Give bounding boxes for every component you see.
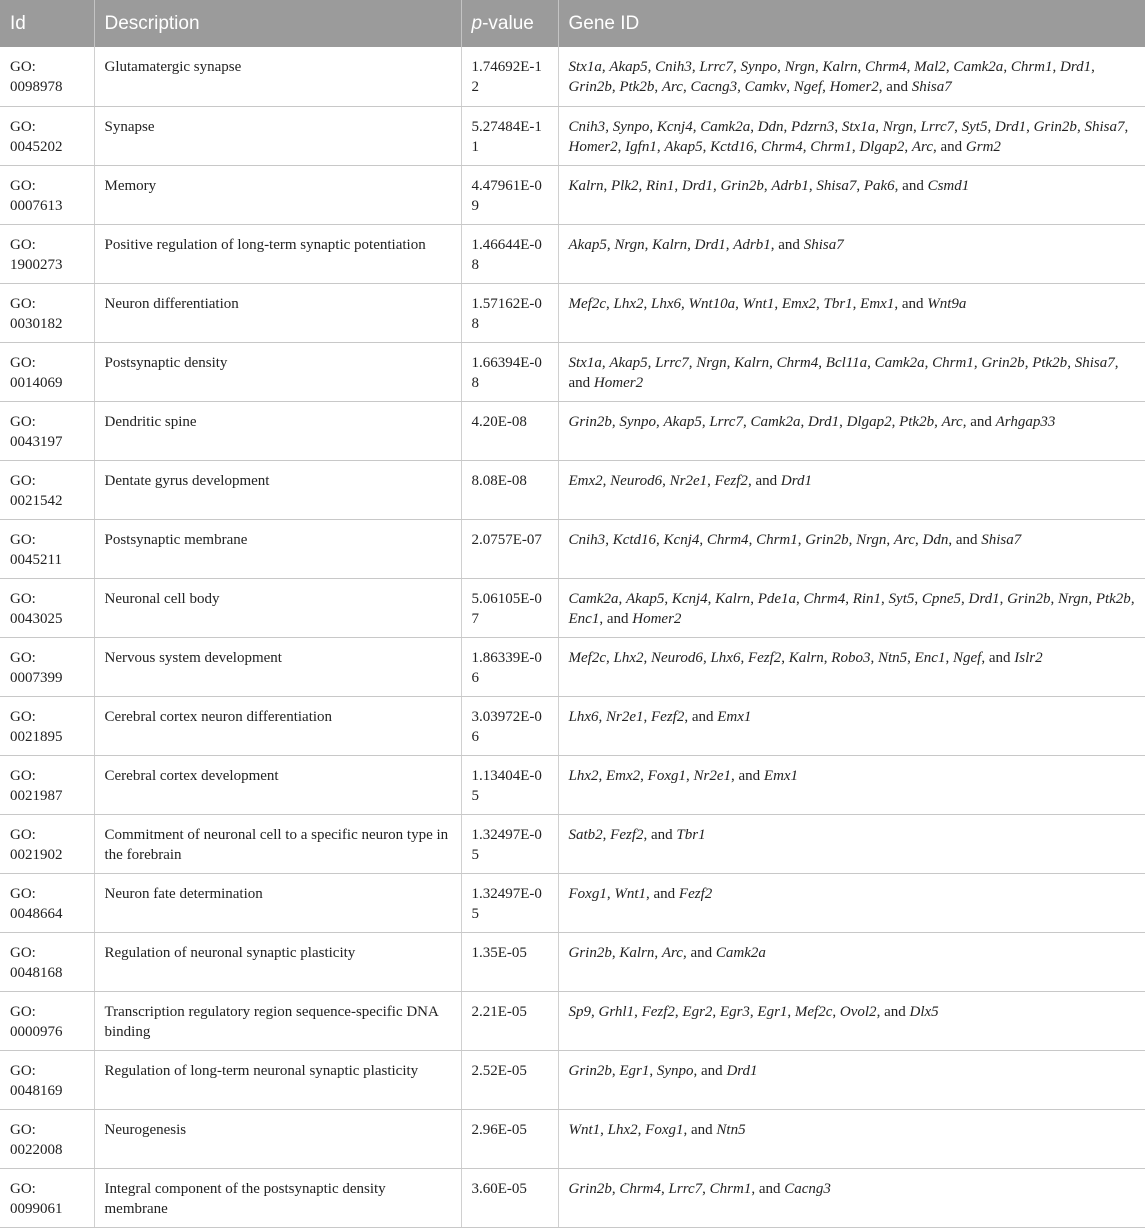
- gene-name: Lrrc7: [655, 354, 689, 371]
- cell-gene-ids: Foxg1, Wnt1, and Fezf2: [558, 873, 1145, 932]
- gene-name: Cacng3: [784, 1180, 831, 1197]
- gene-name: Igfn1: [625, 138, 657, 155]
- cell-pvalue: 5.06105E-07: [461, 578, 558, 637]
- cell-description: Regulation of long-term neuronal synaptic plasticity: [94, 1050, 461, 1109]
- gene-name: Nrgn: [696, 354, 727, 371]
- cell-description: Regulation of neuronal synaptic plasticity: [94, 932, 461, 991]
- cell-gene-ids: Grin2b, Kalrn, Arc, and Camk2a: [558, 932, 1145, 991]
- gene-name: Camk2a: [750, 413, 801, 430]
- gene-name: Pde1a: [757, 590, 797, 607]
- cell-pvalue: 5.27484E-11: [461, 106, 558, 165]
- gene-name: Kalrn: [652, 236, 688, 253]
- gene-name: Kalrn: [715, 590, 751, 607]
- gene-name: Ptk2b: [1032, 354, 1068, 371]
- cell-pvalue: 2.52E-05: [461, 1050, 558, 1109]
- gene-name: Synpo: [656, 1062, 694, 1079]
- table-row: [0, 991, 1145, 1050]
- gene-name: Pak6: [863, 177, 895, 194]
- gene-name: Fezf2: [641, 1003, 675, 1020]
- gene-name: Emx1: [860, 295, 895, 312]
- gene-name: Kalrn: [734, 354, 770, 371]
- cell-go-id: GO: 0021902: [0, 814, 94, 873]
- table-row: [0, 932, 1145, 991]
- gene-name: Kalrn: [788, 649, 824, 666]
- gene-name: Csmd1: [927, 177, 970, 194]
- cell-go-id: GO: 0045202: [0, 106, 94, 165]
- gene-name: Sp9: [568, 1003, 591, 1020]
- gene-name: Camk2a: [874, 354, 925, 371]
- gene-name: Rin1: [646, 177, 675, 194]
- cell-pvalue: 1.57162E-08: [461, 283, 558, 342]
- cell-gene-ids: Camk2a, Akap5, Kcnj4, Kalrn, Pde1a, Chrm4, Rin1, Syt5, Cpne5, Drd1, Grin2b, Nrgn, Ptk2b, Enc1, and Homer2: [558, 578, 1145, 637]
- cell-description: Synapse: [94, 106, 461, 165]
- gene-name: Egr1: [619, 1062, 650, 1079]
- gene-name: Wnt9a: [927, 295, 967, 312]
- gene-name: Fezf2: [610, 826, 644, 843]
- gene-name: Mal2: [914, 59, 946, 75]
- gene-name: Lhx2: [613, 649, 644, 666]
- gene-name: Kcnj4: [656, 118, 693, 135]
- gene-name: Cpne5: [921, 590, 962, 607]
- cell-go-id: GO: 0007399: [0, 637, 94, 696]
- cell-gene-ids: Emx2, Neurod6, Nr2e1, Fezf2, and Drd1: [558, 460, 1145, 519]
- gene-name: Dlgap2: [859, 138, 905, 155]
- cell-gene-ids: Sp9, Grhl1, Fezf2, Egr2, Egr3, Egr1, Mef2c, Ovol2, and Dlx5: [558, 991, 1145, 1050]
- gene-name: Wnt1: [568, 1121, 601, 1138]
- gene-name: Arc: [661, 79, 683, 95]
- cell-pvalue: 1.46644E-08: [461, 224, 558, 283]
- cell-description: Neurogenesis: [94, 1109, 461, 1168]
- cell-pvalue: 3.03972E-06: [461, 696, 558, 755]
- gene-name: Lrrc7: [920, 118, 955, 135]
- cell-go-id: GO: 0022008: [0, 1109, 94, 1168]
- gene-name: Grhl1: [598, 1003, 635, 1020]
- cell-pvalue: 8.08E-08: [461, 460, 558, 519]
- gene-name: Camk2a: [568, 590, 619, 607]
- cell-description: Dentate gyrus development: [94, 460, 461, 519]
- header-id: Id: [0, 0, 94, 47]
- gene-name: Pdzrn3: [791, 118, 835, 135]
- cell-description: Neuronal cell body: [94, 578, 461, 637]
- gene-name: Emx2: [606, 767, 641, 784]
- gene-name: Ptk2b: [899, 413, 935, 430]
- cell-gene-ids: Akap5, Nrgn, Kalrn, Drd1, Adrb1, and Shisa7: [558, 224, 1145, 283]
- gene-name: Cacng3: [690, 79, 738, 95]
- table-row: [0, 814, 1145, 873]
- gene-name: Akap5: [609, 354, 648, 371]
- cell-gene-ids: Grin2b, Chrm4, Lrrc7, Chrm1, and Cacng3: [558, 1168, 1145, 1227]
- header-pvalue: [461, 0, 558, 47]
- gene-name: Chrm4: [706, 531, 749, 548]
- gene-name: Emx2: [781, 295, 816, 312]
- table-row: [0, 224, 1145, 283]
- gene-name: Islr2: [1014, 649, 1043, 666]
- cell-go-id: GO: 1900273: [0, 224, 94, 283]
- gene-name: Ngef: [952, 649, 982, 666]
- gene-name: Akap5: [609, 59, 648, 75]
- gene-name: Drd1: [726, 1062, 758, 1079]
- gene-name: Camk2a: [715, 944, 766, 961]
- gene-name: Cnih3: [655, 59, 692, 75]
- cell-description: Integral component of the postsynaptic density membrane: [94, 1168, 461, 1227]
- gene-name: Bcl11a: [825, 354, 868, 371]
- gene-name: Shisa7: [816, 177, 857, 194]
- gene-name: Lhx6: [568, 708, 599, 725]
- table-row: [0, 637, 1145, 696]
- gene-name: Egr3: [719, 1003, 750, 1020]
- gene-name: Nr2e1: [669, 472, 708, 489]
- cell-go-id: GO: 0021895: [0, 696, 94, 755]
- gene-name: Ngef: [793, 79, 823, 95]
- cell-gene-ids: Stx1a, Akap5, Cnih3, Lrrc7, Synpo, Nrgn, Kalrn, Chrm4, Mal2, Camk2a, Chrm1, Drd1, Grin2b, Ptk2b, Arc, Cacng3, Camkv, Ngef, Homer2, and Shisa7: [558, 47, 1145, 106]
- table-row: [0, 283, 1145, 342]
- gene-name: Ddn: [922, 531, 949, 548]
- table-row: [0, 165, 1145, 224]
- cell-go-id: GO: 0043197: [0, 401, 94, 460]
- gene-name: Chrm4: [803, 590, 846, 607]
- cell-go-id: GO: 0030182: [0, 283, 94, 342]
- gene-name: Fezf2: [714, 472, 748, 489]
- table-row: [0, 873, 1145, 932]
- gene-name: Robo3: [831, 649, 871, 666]
- gene-name: Lhx2: [613, 295, 644, 312]
- gene-name: Shisa7: [803, 236, 844, 253]
- cell-pvalue: 3.60E-05: [461, 1168, 558, 1227]
- gene-name: Drd1: [968, 590, 1000, 607]
- gene-name: Grin2b: [568, 413, 612, 430]
- gene-name: Nrgn: [614, 236, 645, 253]
- cell-gene-ids: Kalrn, Plk2, Rin1, Drd1, Grin2b, Adrb1, Shisa7, Pak6, and Csmd1: [558, 165, 1145, 224]
- gene-name: Fezf2: [678, 885, 713, 902]
- cell-go-id: GO: 0014069: [0, 342, 94, 401]
- gene-name: Syt5: [888, 590, 915, 607]
- gene-name: Arhgap33: [995, 413, 1056, 430]
- cell-go-id: GO: 0021542: [0, 460, 94, 519]
- cell-pvalue: 1.32497E-05: [461, 814, 558, 873]
- table-header-row: [0, 0, 1145, 47]
- cell-pvalue: 2.0757E-07: [461, 519, 558, 578]
- gene-name: Akap5: [664, 138, 703, 155]
- gene-name: Kctd16: [612, 531, 657, 548]
- gene-name: Shisa7: [911, 79, 952, 95]
- gene-name: Chrm1: [932, 354, 974, 371]
- cell-go-id: GO: 0098978: [0, 47, 94, 106]
- gene-name: Ptk2b: [1095, 590, 1131, 607]
- gene-name: Chrm1: [1010, 59, 1053, 75]
- gene-name: Grin2b: [1033, 118, 1077, 135]
- gene-name: Kalrn: [822, 59, 858, 75]
- cell-description: Memory: [94, 165, 461, 224]
- gene-name: Plk2: [611, 177, 639, 194]
- gene-name: Nrgn: [882, 118, 914, 135]
- gene-name: Foxg1: [568, 885, 607, 902]
- cell-pvalue: 4.47961E-09: [461, 165, 558, 224]
- gene-name: Lrrc7: [709, 413, 743, 430]
- table-row: [0, 1050, 1145, 1109]
- cell-gene-ids: Grin2b, Egr1, Synpo, and Drd1: [558, 1050, 1145, 1109]
- table-row: [0, 1109, 1145, 1168]
- gene-name: Kcnj4: [663, 531, 700, 548]
- gene-name: Nr2e1: [606, 708, 644, 725]
- table-row: [0, 519, 1145, 578]
- cell-gene-ids: Cnih3, Synpo, Kcnj4, Camk2a, Ddn, Pdzrn3, Stx1a, Nrgn, Lrrc7, Syt5, Drd1, Grin2b, Shisa7, Homer2, Igfn1, Akap5, Kctd16, Chrm4, Chrm1, Dlgap2, Arc, and Grm2: [558, 106, 1145, 165]
- gene-name: Lhx6: [650, 295, 681, 312]
- gene-name: Chrm4: [864, 59, 907, 75]
- gene-name: Foxg1: [645, 1121, 684, 1138]
- gene-name: Fezf2: [747, 649, 782, 666]
- gene-name: Stx1a: [841, 118, 876, 135]
- gene-name: Lrrc7: [668, 1180, 703, 1197]
- gene-name: Rin1: [852, 590, 882, 607]
- table-body: [0, 47, 1145, 1227]
- header-pvalue-rest: -value: [482, 12, 534, 34]
- cell-gene-ids: Stx1a, Akap5, Lrrc7, Nrgn, Kalrn, Chrm4, Bcl11a, Camk2a, Chrm1, Grin2b, Ptk2b, Shisa7, and Homer2: [558, 342, 1145, 401]
- header-gene-id: Gene ID: [558, 0, 1145, 47]
- cell-description: Positive regulation of long-term synaptic potentiation: [94, 224, 461, 283]
- gene-name: Emx1: [717, 708, 752, 725]
- gene-name: Synpo: [740, 59, 778, 75]
- gene-name: Nrgn: [784, 59, 815, 75]
- table-row: [0, 578, 1145, 637]
- cell-go-id: GO: 0021987: [0, 755, 94, 814]
- gene-name: Chrm1: [756, 531, 798, 548]
- table-row: [0, 460, 1145, 519]
- gene-name: Stx1a: [568, 354, 602, 371]
- cell-pvalue: 1.32497E-05: [461, 873, 558, 932]
- gene-name: Synpo: [619, 413, 657, 430]
- cell-description: Neuron fate determination: [94, 873, 461, 932]
- cell-pvalue: 1.35E-05: [461, 932, 558, 991]
- gene-name: Ovol2: [839, 1003, 877, 1020]
- gene-name: Tbr1: [676, 826, 706, 843]
- gene-name: Grin2b: [1007, 590, 1051, 607]
- gene-name: Lrrc7: [699, 59, 733, 75]
- gene-name: Camk2a: [953, 59, 1004, 75]
- gene-name: Tbr1: [823, 295, 853, 312]
- header-pvalue-italic: p: [471, 12, 483, 34]
- gene-name: Chrm1: [709, 1180, 752, 1197]
- cell-description: Cerebral cortex neuron differentiation: [94, 696, 461, 755]
- gene-name: Homer2: [568, 138, 618, 155]
- gene-name: Nrgn: [1058, 590, 1089, 607]
- cell-go-id: GO: 0007613: [0, 165, 94, 224]
- gene-name: Syt5: [961, 118, 988, 135]
- table-row: [0, 755, 1145, 814]
- gene-name: Chrm4: [761, 138, 803, 155]
- gene-name: Drd1: [1060, 59, 1092, 75]
- table-row: [0, 106, 1145, 165]
- cell-pvalue: 2.96E-05: [461, 1109, 558, 1168]
- gene-name: Grin2b: [568, 944, 612, 961]
- gene-name: Ntn5: [877, 649, 908, 666]
- cell-go-id: GO: 0099061: [0, 1168, 94, 1227]
- table-row: [0, 401, 1145, 460]
- gene-name: Cnih3: [568, 118, 606, 135]
- gene-name: Mef2c: [568, 295, 606, 312]
- cell-pvalue: 4.20E-08: [461, 401, 558, 460]
- gene-name: Kalrn: [619, 944, 655, 961]
- cell-description: Glutamatergic synapse: [94, 47, 461, 106]
- gene-name: Cnih3: [568, 531, 606, 548]
- gene-name: Mef2c: [568, 649, 606, 666]
- gene-name: Egr1: [757, 1003, 788, 1020]
- cell-pvalue: 1.74692E-12: [461, 47, 558, 106]
- gene-name: Grin2b: [568, 1180, 612, 1197]
- gene-name: Wnt1: [614, 885, 646, 902]
- gene-name: Shisa7: [981, 531, 1022, 548]
- table-row: [0, 47, 1145, 106]
- gene-name: Chrm4: [619, 1180, 662, 1197]
- gene-name: Homer2: [829, 79, 879, 95]
- cell-pvalue: 1.66394E-08: [461, 342, 558, 401]
- gene-name: Grin2b: [805, 531, 849, 548]
- gene-name: Drd1: [807, 413, 840, 430]
- gene-name: Homer2: [632, 610, 682, 627]
- gene-name: Egr2: [682, 1003, 713, 1020]
- gene-name: Satb2: [568, 826, 603, 843]
- cell-gene-ids: Grin2b, Synpo, Akap5, Lrrc7, Camk2a, Drd1, Dlgap2, Ptk2b, Arc, and Arhgap33: [558, 401, 1145, 460]
- gene-name: Kalrn: [568, 177, 604, 194]
- cell-go-id: GO: 0043025: [0, 578, 94, 637]
- cell-description: Postsynaptic density: [94, 342, 461, 401]
- cell-gene-ids: Lhx2, Emx2, Foxg1, Nr2e1, and Emx1: [558, 755, 1145, 814]
- cell-go-id: GO: 0048169: [0, 1050, 94, 1109]
- gene-name: Stx1a: [568, 59, 602, 75]
- gene-name: Kctd16: [710, 138, 754, 155]
- cell-description: Transcription regulatory region sequence-specific DNA binding: [94, 991, 461, 1050]
- gene-name: Grin2b: [568, 1062, 612, 1079]
- gene-name: Synpo: [612, 118, 650, 135]
- gene-name: Adrb1: [733, 236, 771, 253]
- gene-name: Enc1: [914, 649, 946, 666]
- gene-name: Arc: [661, 944, 683, 961]
- cell-pvalue: 2.21E-05: [461, 991, 558, 1050]
- gene-name: Foxg1: [647, 767, 686, 784]
- gene-name: Lhx6: [710, 649, 741, 666]
- cell-gene-ids: Mef2c, Lhx2, Lhx6, Wnt10a, Wnt1, Emx2, Tbr1, Emx1, and Wnt9a: [558, 283, 1145, 342]
- table-row: [0, 1168, 1145, 1227]
- cell-go-id: GO: 0045211: [0, 519, 94, 578]
- gene-name: Drd1: [994, 118, 1027, 135]
- cell-description: Neuron differentiation: [94, 283, 461, 342]
- gene-name: Grm2: [965, 138, 1001, 155]
- gene-name: Grin2b: [981, 354, 1025, 371]
- gene-name: Camk2a: [700, 118, 751, 135]
- gene-name: Lhx2: [568, 767, 599, 784]
- cell-gene-ids: Mef2c, Lhx2, Neurod6, Lhx6, Fezf2, Kalrn, Robo3, Ntn5, Enc1, Ngef, and Islr2: [558, 637, 1145, 696]
- gene-name: Chrm1: [810, 138, 852, 155]
- cell-go-id: GO: 0048664: [0, 873, 94, 932]
- gene-name: Chrm4: [776, 354, 819, 371]
- cell-gene-ids: Satb2, Fezf2, and Tbr1: [558, 814, 1145, 873]
- gene-name: Emx2: [568, 472, 603, 489]
- cell-description: Commitment of neuronal cell to a specific neuron type in the forebrain: [94, 814, 461, 873]
- gene-name: Shisa7: [1074, 354, 1115, 371]
- gene-name: Wnt10a: [688, 295, 736, 312]
- cell-gene-ids: Lhx6, Nr2e1, Fezf2, and Emx1: [558, 696, 1145, 755]
- gene-name: Arc: [893, 531, 915, 548]
- gene-name: Emx1: [763, 767, 799, 784]
- gene-name: Homer2: [593, 374, 644, 391]
- gene-name: Grin2b: [720, 177, 764, 194]
- cell-go-id: GO: 0048168: [0, 932, 94, 991]
- gene-name: Akap5: [626, 590, 665, 607]
- gene-name: Dlx5: [909, 1003, 939, 1020]
- gene-name: Lhx2: [607, 1121, 638, 1138]
- gene-name: Drd1: [681, 177, 713, 194]
- cell-gene-ids: Cnih3, Kctd16, Kcnj4, Chrm4, Chrm1, Grin2b, Nrgn, Arc, Ddn, and Shisa7: [558, 519, 1145, 578]
- gene-name: Drd1: [694, 236, 726, 253]
- gene-name: Enc1: [568, 610, 600, 627]
- table-row: [0, 342, 1145, 401]
- gene-name: Adrb1: [771, 177, 809, 194]
- cell-description: Cerebral cortex development: [94, 755, 461, 814]
- cell-pvalue: 1.13404E-05: [461, 755, 558, 814]
- gene-name: Ddn: [757, 118, 784, 135]
- gene-name: Camkv: [744, 79, 787, 95]
- gene-name: Grin2b: [568, 79, 612, 95]
- gene-name: Ptk2b: [619, 79, 655, 95]
- gene-name: Kcnj4: [671, 590, 708, 607]
- gene-name: Dlgap2: [846, 413, 892, 430]
- gene-name: Ntn5: [716, 1121, 746, 1138]
- cell-go-id: GO: 0000976: [0, 991, 94, 1050]
- gene-name: Fezf2: [651, 708, 685, 725]
- gene-name: Akap5: [568, 236, 607, 253]
- gene-name: Wnt1: [742, 295, 775, 312]
- gene-name: Shisa7: [1084, 118, 1125, 135]
- gene-name: Arc: [911, 138, 933, 155]
- cell-description: Dendritic spine: [94, 401, 461, 460]
- header-description: Description: [94, 0, 461, 47]
- gene-name: Neurod6: [610, 472, 663, 489]
- cell-description: Postsynaptic membrane: [94, 519, 461, 578]
- cell-gene-ids: Wnt1, Lhx2, Foxg1, and Ntn5: [558, 1109, 1145, 1168]
- gene-name: Neurod6: [650, 649, 703, 666]
- gene-name: Nr2e1: [693, 767, 731, 784]
- gene-name: Nrgn: [856, 531, 887, 548]
- gene-name: Arc: [941, 413, 963, 430]
- cell-description: Nervous system development: [94, 637, 461, 696]
- gene-name: Mef2c: [794, 1003, 833, 1020]
- gene-name: Akap5: [663, 413, 702, 430]
- table-row: [0, 696, 1145, 755]
- cell-pvalue: 1.86339E-06: [461, 637, 558, 696]
- gene-name: Drd1: [780, 472, 812, 489]
